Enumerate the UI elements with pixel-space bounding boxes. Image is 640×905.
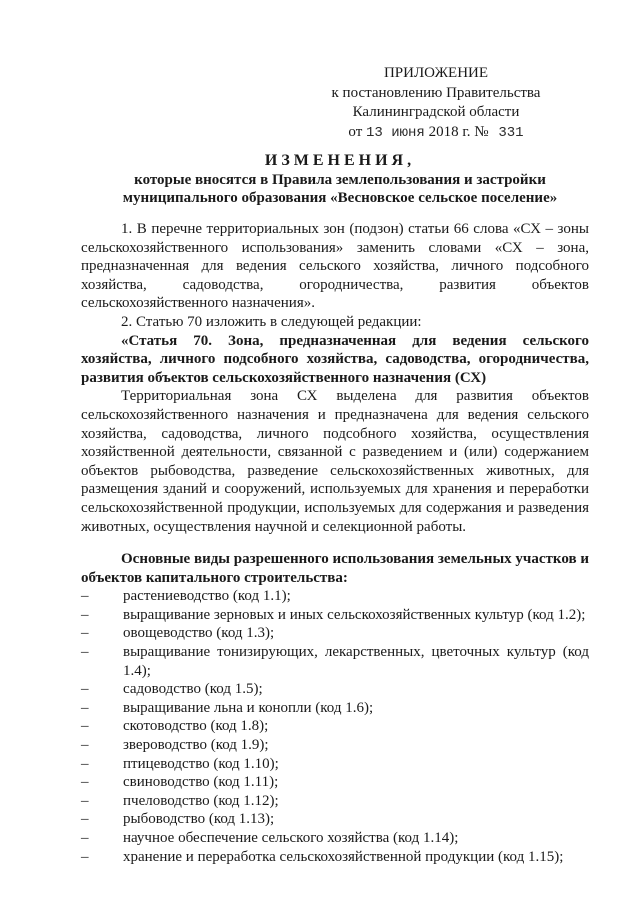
list-item-text: садоводство (код 1.5); (123, 681, 263, 698)
list-item (81, 606, 589, 625)
heading-line-2: муниципального образования «Весновское сельское поселение» (122, 190, 558, 206)
heading-line-1: которые вносятся в Правила землепользования и застройки (134, 171, 546, 188)
dash-mark: – (81, 848, 89, 865)
dash-mark: – (81, 792, 89, 809)
list-item-text: хранение и переработка сельскохозяйственной продукции (код 1.15); (123, 848, 564, 865)
list-item-text: звероводство (код 1.9); (123, 737, 269, 754)
paragraph-3: Территориальная зона СХ выделена для развития объектов сельскохозяйственного назначения и предназначена для ведения сельского хозяйства, садоводства, личного подсобного хозяйства, осуществления хозяйственной деятельности, связанной с разведением и (или) содержанием объектов рыбоводства, разведение сельскохозяйственных животных, для размещения зданий и сооружений, используемых для хранения и переработки сельскохозяйственной продукции, используемых для содержания и разведения животных, осуществления научной и селекционной работы. (81, 388, 589, 535)
dash-mark: – (81, 625, 89, 642)
date-prefix: от (348, 123, 363, 140)
appendix-line-2: Калининградской области (352, 104, 520, 120)
section-title: Основные виды разрешенного использования земельных участков и объектов капитального строительства: (81, 551, 589, 586)
list-item-text: выращивание тонизирующих, лекарственных, цветочных культур (код 1.4); (123, 644, 589, 679)
list-item-text: выращивание зерновых и иных сельскохозяйственных культур (код 1.2); (123, 606, 586, 623)
paragraph-2: 2. Статью 70 изложить в следующей редакции: (121, 313, 422, 330)
list-item-text: пчеловодство (код 1.12); (123, 792, 279, 809)
dash-mark: – (81, 681, 89, 698)
appendix-date-line (320, 123, 552, 144)
list-item (81, 587, 589, 606)
heading-title: ИЗМЕНЕНИЯ, (264, 152, 416, 169)
dash-mark: – (81, 588, 89, 605)
dash-mark: – (81, 699, 89, 716)
dash-mark: – (81, 755, 89, 772)
document-body (81, 220, 589, 866)
list-item-text: скотоводство (код 1.8); (123, 718, 269, 735)
list-item (81, 643, 589, 680)
list-item (81, 810, 589, 829)
list-item-text: рыбоводство (код 1.13); (123, 811, 275, 828)
dash-mark: – (81, 737, 89, 754)
dash-mark: – (81, 644, 89, 661)
list-item (81, 848, 589, 867)
dash-mark: – (81, 830, 89, 846)
list-item (81, 624, 589, 643)
appendix-title: ПРИЛОЖЕНИЕ (383, 65, 489, 81)
date-day-month: 13 июня (366, 124, 425, 141)
list-item (81, 717, 589, 736)
changes-heading (100, 152, 580, 208)
dash-mark: – (81, 811, 89, 828)
number-sign: № (474, 123, 489, 140)
article-title: «Статья 70. Зона, предназначенная для ведения сельского хозяйства, личного подсобного хозяйства, садоводства, огородничества, развития объектов сельскохозяйственного назначения (СХ) (81, 332, 589, 386)
spacer (81, 536, 589, 550)
list-item (81, 699, 589, 718)
list-item (81, 680, 589, 699)
appendix-line-1: к постановлению Правительства (331, 84, 541, 101)
list-item-text: овощеводство (код 1.3); (123, 625, 275, 642)
resolution-number: 331 (498, 124, 524, 141)
dash-mark: – (81, 606, 89, 623)
list-item (81, 829, 589, 848)
dash-mark: – (81, 718, 89, 735)
paragraph-1: 1. В перечне территориальных зон (подзон) статьи 66 слова «СХ – зоны сельскохозяйственного использования» заменить словами «СХ – зона, предназначенная для ведения сельского хозяйства, личного подсобного хозяйства, садоводства, огородничества, развития объектов сельскохозяйственного назначения». (81, 221, 589, 312)
list-item (81, 773, 589, 792)
list-item-text: выращивание льна и конопли (код 1.6); (123, 699, 374, 716)
list-item (81, 792, 589, 811)
list-item (81, 736, 589, 755)
list-item-text: научное обеспечение сельского хозяйства (код 1.14); (123, 830, 459, 846)
usage-list (81, 587, 589, 866)
list-item-text: свиноводство (код 1.11); (123, 774, 279, 791)
appendix-header (320, 64, 552, 143)
list-item-text: птицеводство (код 1.10); (123, 755, 279, 772)
list-item (81, 755, 589, 774)
list-item-text: растениеводство (код 1.1); (123, 588, 291, 605)
date-year: 2018 г. (428, 123, 471, 140)
dash-mark: – (81, 774, 89, 791)
